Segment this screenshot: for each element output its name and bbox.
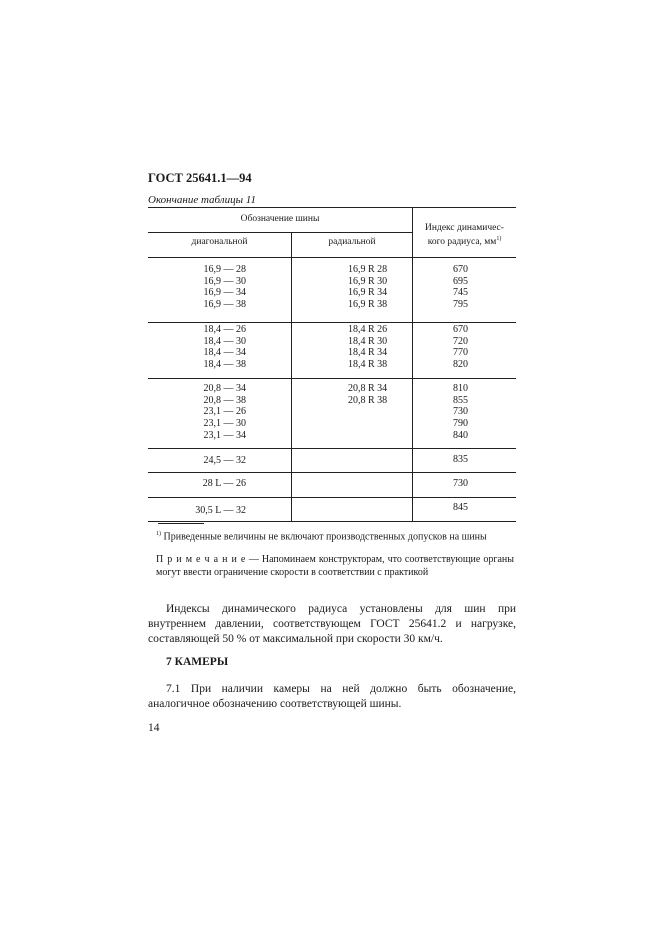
diagonal-cell-group-4: 24,5 — 32 <box>203 455 246 466</box>
index-cell-group-5: 730 <box>453 478 468 489</box>
index-column-group-3: 810 855 730 790 840 <box>453 383 468 441</box>
diagonal-column-group-1: 16,9 — 28 16,9 — 30 16,9 — 34 16,9 — 38 <box>203 264 246 311</box>
table-note: П р и м е ч а н и е — Напоминаем конструкторам, что соответствующие органы могут ввести ограничение скорости в соответствии с практикой <box>156 554 514 578</box>
footnote-separator <box>158 523 204 524</box>
index-cell-group-6: 845 <box>453 502 468 513</box>
section-title: 7 КАМЕРЫ <box>166 656 229 668</box>
diagonal-column-group-3: 20,8 — 34 20,8 — 38 23,1 — 26 23,1 — 30 23,1 — 34 <box>203 383 246 441</box>
index-header: Индекс динамичес- кого радиуса, $мм^{1)}$ <box>425 223 504 248</box>
radial-header: радиальной <box>328 237 376 247</box>
page-number: 14 <box>148 722 160 734</box>
radial-column-group-2: 18,4 R 26 18,4 R 30 18,4 R 34 18,4 R 38 <box>348 324 388 371</box>
footnote: $^{1)}$ Приведенные величины не включают производственных допусков на шины <box>156 531 487 543</box>
index-column-group-1: 670 695 745 795 <box>453 264 468 311</box>
body-paragraph: Индексы динамического радиуса установлены для шин при внутреннем давлении, соответствующем ГОСТ 25641.2 и нагрузке, составляющей 50 % от максимальной при скорости 30 км/ч. <box>148 603 516 645</box>
radial-column-group-1: 16,9 R 28 16,9 R 30 16,9 R 34 16,9 R 38 <box>348 264 388 311</box>
tire-table <box>148 207 516 522</box>
index-column-group-2: 670 720 770 820 <box>453 324 468 371</box>
diagonal-cell-group-5: 28 L — 26 <box>202 478 246 489</box>
diagonal-header: диагональной <box>191 237 248 247</box>
document-header: ГОСТ 25641.1—94 <box>148 171 252 185</box>
diagonal-column-group-2: 18,4 — 26 18,4 — 30 18,4 — 34 18,4 — 38 <box>203 324 246 371</box>
section-paragraph: 7.1 При наличии камеры на ней должно быть обозначение, аналогичное обозначению соответствующей шины. <box>148 683 516 710</box>
table-caption: Окончание таблицы 11 <box>148 194 256 206</box>
designation-header: Обозначение шины <box>240 214 320 224</box>
diagonal-cell-group-6: 30,5 L — 32 <box>195 505 246 516</box>
radial-column-group-3: 20,8 R 34 20,8 R 38 <box>348 383 388 406</box>
index-cell-group-4: 835 <box>453 454 468 465</box>
